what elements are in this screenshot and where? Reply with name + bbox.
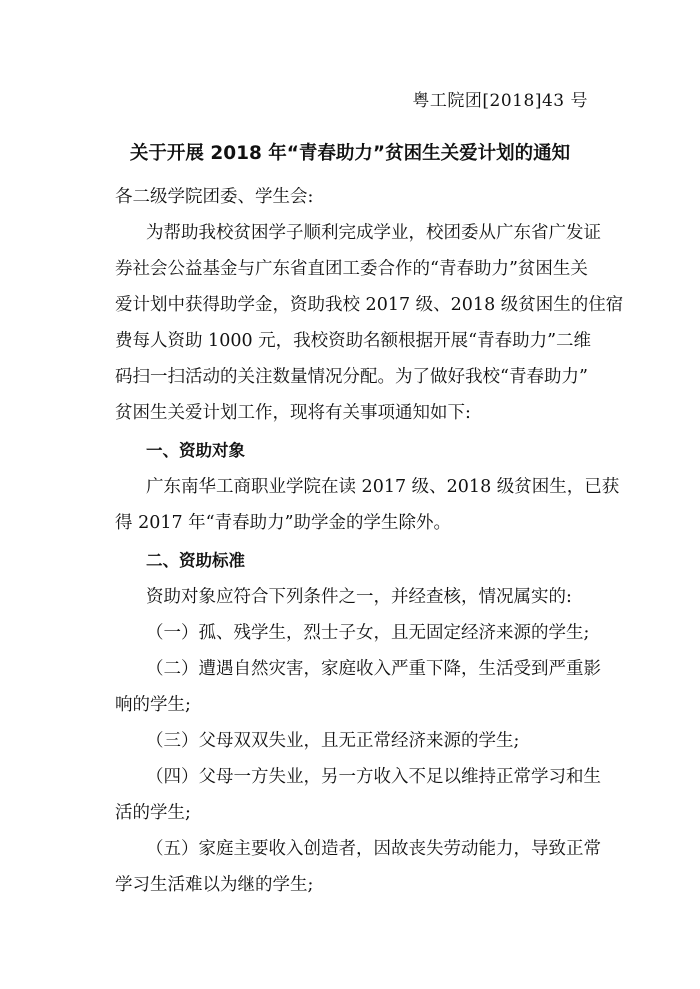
paragraph-line: 贫困生关爱计划工作，现将有关事项通知如下: <box>115 403 471 423</box>
paragraph-line: 码扫一扫活动的关注数量情况分配。为了做好我校“青春助力” <box>115 367 588 387</box>
condition-item-continuation: 活的学生; <box>115 803 191 823</box>
section-heading-recipients: 一、资助对象 <box>146 441 245 460</box>
document-title: 关于开展 2018 年“青春助力”贫困生关爱计划的通知 <box>129 143 571 164</box>
paragraph-line: 爱计划中获得助学金，资助我校 2017 级、2018 级贫困生的住宿 <box>115 295 624 315</box>
paragraph-line: 资助对象应符合下列条件之一，并经查核，情况属实的: <box>146 587 572 607</box>
paragraph-line: 费每人资助 1000 元，我校资助名额根据开展“青春助力”二维 <box>115 331 592 351</box>
paragraph-line: 为帮助我校贫困学子顺利完成学业，校团委从广东省广发证 <box>146 223 601 243</box>
condition-item: （三）父母双双失业，且无正常经济来源的学生; <box>146 731 520 751</box>
salutation: 各二级学院团委、学生会: <box>115 187 314 207</box>
section-heading-standard: 二、资助标准 <box>146 551 245 570</box>
document-number: 粤工院团[2018]43 号 <box>412 91 588 111</box>
condition-item-continuation: 学习生活难以为继的学生; <box>115 875 314 895</box>
paragraph-line: 得 2017 年“青春助力”助学金的学生除外。 <box>115 513 452 533</box>
condition-item-continuation: 响的学生; <box>115 695 191 715</box>
condition-item: （五）家庭主要收入创造者，因故丧失劳动能力，导致正常 <box>146 839 601 859</box>
paragraph-line: 券社会公益基金与广东省直团工委合作的“青春助力”贫困生关 <box>115 259 588 279</box>
condition-item: （二）遭遇自然灾害，家庭收入严重下降，生活受到严重影 <box>146 659 601 679</box>
paragraph-line: 广东南华工商职业学院在读 2017 级、2018 级贫困生，已获 <box>146 477 620 497</box>
condition-item: （一）孤、残学生，烈士子女，且无固定经济来源的学生; <box>146 623 590 643</box>
condition-item: （四）父母一方失业，另一方收入不足以维持正常学习和生 <box>146 767 601 787</box>
